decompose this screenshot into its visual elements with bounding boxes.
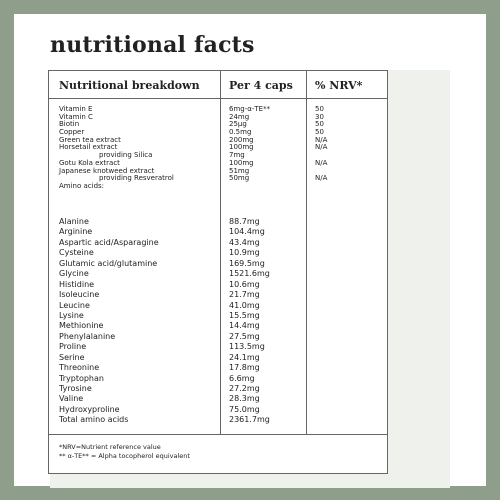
page-title: nutritional facts	[50, 32, 255, 58]
nutrient-name: Biotin	[59, 120, 80, 129]
amino-acid-dose: 17.8mg	[229, 363, 260, 373]
table-row	[49, 353, 387, 363]
nutrient-name: Gotu Kola extract	[59, 158, 120, 167]
amino-acid-dose: 88.7mg	[229, 217, 260, 226]
amino-acid-dose: 104.4mg	[229, 227, 265, 237]
table-row	[49, 259, 387, 269]
table-row	[49, 301, 387, 311]
nutrient-dose: 0.5mg	[229, 128, 252, 137]
table-row	[49, 121, 387, 129]
header-per-4-caps: Per 4 caps	[229, 79, 293, 92]
table-row	[49, 280, 387, 290]
amino-acid-dose: 113.5mg	[229, 342, 265, 352]
amino-acid-name: Total amino acids	[59, 415, 129, 425]
nutrient-dose: 100mg	[229, 158, 254, 167]
nutrition-facts-table	[48, 70, 388, 474]
amino-acid-name: Aspartic acid/Asparagine	[59, 237, 159, 247]
nutrient-nrv: 50	[315, 128, 324, 137]
nutrient-nrv: N/A	[315, 158, 328, 167]
header-nutritional-breakdown: Nutritional breakdown	[59, 79, 200, 92]
nutrient-dose: 51mg	[229, 166, 250, 175]
nutrient-name: Horsetail extract	[59, 143, 118, 152]
amino-acid-name: Isoleucine	[59, 290, 100, 300]
nutrient-name: Amino acids:	[59, 181, 105, 190]
amino-acid-dose: 75.0mg	[229, 404, 260, 414]
amino-acid-name: Leucine	[59, 300, 90, 310]
amino-acid-name: Histidine	[59, 279, 95, 289]
table-row	[49, 106, 387, 114]
amino-acid-name: Methionine	[59, 321, 104, 331]
amino-acid-name: Proline	[59, 342, 87, 352]
amino-acid-name: Alanine	[59, 217, 89, 226]
nutrient-nrv: 50	[315, 105, 324, 113]
table-row	[49, 342, 387, 352]
table-row	[49, 405, 387, 415]
nutrient-name: Green tea extract	[59, 135, 121, 144]
nutrient-name: Vitamin C	[59, 112, 93, 121]
amino-acid-name: Glycine	[59, 269, 89, 279]
nutrient-dose: 25μg	[229, 120, 247, 129]
amino-acid-name: Cysteine	[59, 248, 94, 258]
table-row	[49, 332, 387, 342]
amino-acid-name: Valine	[59, 394, 84, 404]
nutrient-name: Vitamin E	[59, 105, 93, 113]
amino-acid-dose: 2361.7mg	[229, 415, 270, 425]
nutrient-dose: 50mg	[229, 174, 250, 183]
amino-acid-dose: 43.4mg	[229, 237, 260, 247]
amino-acid-dose: 169.5mg	[229, 258, 265, 268]
table-row	[49, 374, 387, 384]
nutrient-dose: 200mg	[229, 135, 254, 144]
amino-acid-name: Tyrosine	[59, 384, 92, 393]
amino-acid-dose: 27.5mg	[229, 331, 260, 341]
amino-acid-name: Arginine	[59, 227, 93, 237]
amino-acid-dose: 21.7mg	[229, 290, 260, 300]
table-row	[49, 363, 387, 373]
table-row	[49, 238, 387, 248]
amino-acid-name: Serine	[59, 352, 85, 362]
table-row	[49, 227, 387, 237]
amino-acid-dose: 27.2mg	[229, 384, 260, 393]
footer-divider	[49, 434, 387, 435]
amino-acid-dose: 14.4mg	[229, 321, 260, 331]
table-row	[49, 114, 387, 122]
nutrient-dose: 100mg	[229, 143, 254, 152]
nutrient-dose: 7mg	[229, 151, 245, 160]
amino-acid-dose: 1521.6mg	[229, 269, 270, 279]
footnotes	[59, 443, 190, 461]
table-row	[49, 217, 387, 227]
nutrient-name: Copper	[59, 128, 85, 137]
nutrient-name: providing Silica	[99, 151, 153, 160]
amino-acid-dose: 28.3mg	[229, 394, 260, 404]
nutrient-name: Japanese knotweed extract	[59, 166, 155, 175]
amino-acid-name: Phenylalanine	[59, 331, 116, 341]
amino-acid-dose: 24.1mg	[229, 352, 260, 362]
amino-acid-dose: 10.6mg	[229, 279, 260, 289]
table-row	[49, 290, 387, 300]
header-nrv: % NRV*	[315, 79, 363, 92]
table-row	[49, 415, 387, 425]
nutrient-name: providing Resveratrol	[99, 174, 174, 183]
amino-acid-rows	[49, 217, 387, 426]
nutrient-rows	[49, 106, 387, 191]
amino-acid-name: Tryptophan	[59, 373, 104, 383]
amino-acid-dose: 6.6mg	[229, 373, 255, 383]
amino-acid-dose: 10.9mg	[229, 248, 260, 258]
table-row	[49, 248, 387, 258]
header-divider	[49, 98, 387, 99]
amino-acid-name: Hydroxyproline	[59, 404, 120, 414]
amino-acid-name: Glutamic acid/glutamine	[59, 258, 158, 268]
amino-acid-dose: 15.5mg	[229, 310, 260, 320]
amino-acid-name: Lysine	[59, 310, 84, 320]
nutrient-nrv: 50	[315, 120, 324, 129]
nutrient-nrv: N/A	[315, 135, 328, 144]
nutrient-dose: 24mg	[229, 112, 250, 121]
nutrient-nrv: N/A	[315, 174, 328, 183]
table-row	[49, 394, 387, 404]
footnote-alpha-te: ** α-TE** = Alpha tocopherol equivalent	[59, 452, 190, 460]
amino-acid-name: Threonine	[59, 363, 100, 373]
table-row	[49, 384, 387, 394]
nutrient-nrv: N/A	[315, 143, 328, 152]
amino-acid-dose: 41.0mg	[229, 300, 260, 310]
table-row	[49, 321, 387, 331]
nutrient-nrv: 30	[315, 112, 324, 121]
table-row	[49, 311, 387, 321]
nutrient-dose: 6mg-α-TE**	[229, 105, 271, 113]
table-row	[49, 269, 387, 279]
footnote-nrv: *NRV=Nutrient reference value	[59, 443, 161, 451]
table-row	[49, 183, 387, 191]
